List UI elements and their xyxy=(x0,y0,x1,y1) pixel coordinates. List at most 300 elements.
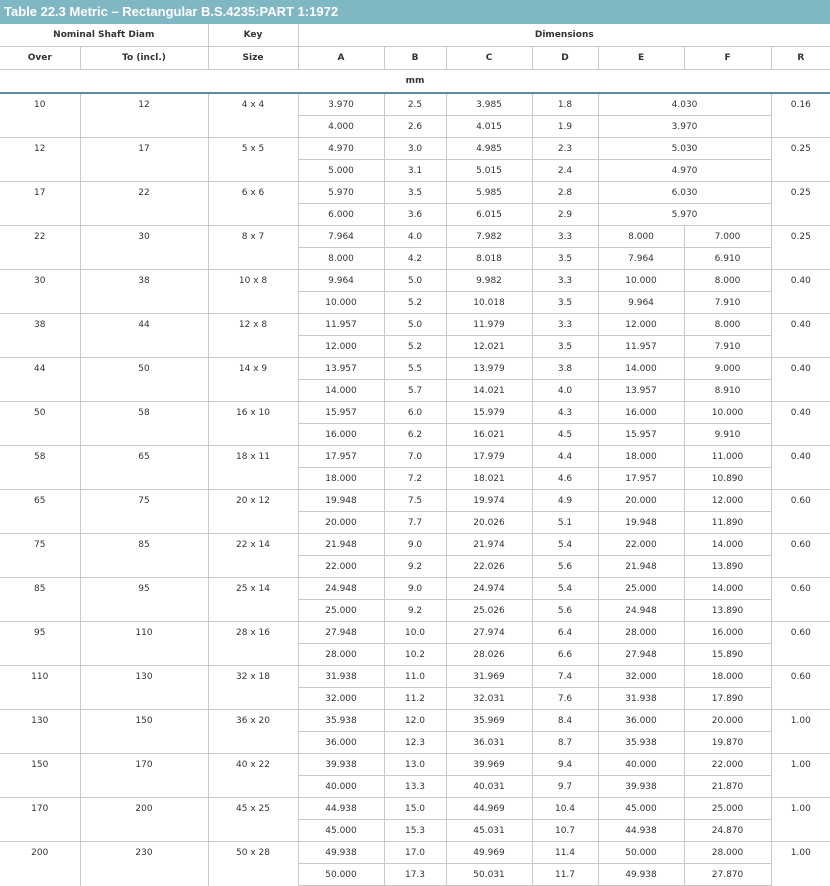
dim-d-cell: 3.5 xyxy=(532,248,598,270)
dim-a-cell: 9.964 xyxy=(298,270,384,292)
over-cell: 12 xyxy=(0,138,80,182)
dim-e-cell: 24.948 xyxy=(598,600,684,622)
dim-b-cell: 5.7 xyxy=(384,380,446,402)
dim-c-cell: 4.985 xyxy=(446,138,532,160)
dim-d-cell: 2.3 xyxy=(532,138,598,160)
dim-f-cell: 7.910 xyxy=(684,292,771,314)
over-cell: 44 xyxy=(0,358,80,402)
dim-e-cell: 11.957 xyxy=(598,336,684,358)
keyway-dimensions-table xyxy=(0,24,830,886)
dim-c-cell: 22.026 xyxy=(446,556,532,578)
header-r: R xyxy=(771,47,830,70)
dim-c-cell: 24.974 xyxy=(446,578,532,600)
r-cell: 0.60 xyxy=(771,622,830,666)
dim-b-cell: 17.0 xyxy=(384,842,446,864)
over-cell: 22 xyxy=(0,226,80,270)
dim-d-cell: 6.4 xyxy=(532,622,598,644)
dim-b-cell: 4.2 xyxy=(384,248,446,270)
to-incl-cell: 17 xyxy=(80,138,208,182)
dim-a-cell: 39.938 xyxy=(298,754,384,776)
r-cell: 0.60 xyxy=(771,490,830,534)
dim-b-cell: 5.2 xyxy=(384,336,446,358)
dim-e-cell: 31.938 xyxy=(598,688,684,710)
dim-d-cell: 6.6 xyxy=(532,644,598,666)
table-row xyxy=(0,270,830,292)
dim-b-cell: 5.2 xyxy=(384,292,446,314)
dim-c-cell: 3.985 xyxy=(446,93,532,116)
to-incl-cell: 150 xyxy=(80,710,208,754)
dim-d-cell: 8.4 xyxy=(532,710,598,732)
header-dimensions: Dimensions xyxy=(298,24,830,47)
dim-a-cell: 35.938 xyxy=(298,710,384,732)
header-c: C xyxy=(446,47,532,70)
dim-e-cell: 28.000 xyxy=(598,622,684,644)
dim-b-cell: 9.0 xyxy=(384,534,446,556)
dim-b-cell: 7.0 xyxy=(384,446,446,468)
dim-a-cell: 19.948 xyxy=(298,490,384,512)
dim-c-cell: 36.031 xyxy=(446,732,532,754)
dim-c-cell: 20.026 xyxy=(446,512,532,534)
dim-ef-cell: 6.030 xyxy=(598,182,771,204)
to-incl-cell: 110 xyxy=(80,622,208,666)
key-size-cell: 50 x 28 xyxy=(208,842,298,886)
dim-b-cell: 7.7 xyxy=(384,512,446,534)
r-cell: 0.40 xyxy=(771,314,830,358)
dim-f-cell: 14.000 xyxy=(684,578,771,600)
dim-c-cell: 8.018 xyxy=(446,248,532,270)
dim-e-cell: 8.000 xyxy=(598,226,684,248)
dim-e-cell: 49.938 xyxy=(598,864,684,886)
dim-c-cell: 5.015 xyxy=(446,160,532,182)
to-incl-cell: 58 xyxy=(80,402,208,446)
r-cell: 1.00 xyxy=(771,798,830,842)
dim-f-cell: 18.000 xyxy=(684,666,771,688)
dim-a-cell: 6.000 xyxy=(298,204,384,226)
to-incl-cell: 65 xyxy=(80,446,208,490)
dim-d-cell: 10.7 xyxy=(532,820,598,842)
dim-c-cell: 44.969 xyxy=(446,798,532,820)
dim-b-cell: 6.0 xyxy=(384,402,446,424)
key-size-cell: 18 x 11 xyxy=(208,446,298,490)
r-cell: 0.25 xyxy=(771,226,830,270)
dim-d-cell: 3.5 xyxy=(532,336,598,358)
dim-c-cell: 49.969 xyxy=(446,842,532,864)
dim-c-cell: 31.969 xyxy=(446,666,532,688)
dim-e-cell: 39.938 xyxy=(598,776,684,798)
over-cell: 75 xyxy=(0,534,80,578)
dim-c-cell: 12.021 xyxy=(446,336,532,358)
table-row xyxy=(0,622,830,644)
dim-f-cell: 21.870 xyxy=(684,776,771,798)
dim-f-cell: 9.910 xyxy=(684,424,771,446)
dim-a-cell: 16.000 xyxy=(298,424,384,446)
table-row xyxy=(0,534,830,556)
dim-d-cell: 1.9 xyxy=(532,116,598,138)
key-size-cell: 5 x 5 xyxy=(208,138,298,182)
dim-b-cell: 4.0 xyxy=(384,226,446,248)
key-size-cell: 36 x 20 xyxy=(208,710,298,754)
dim-e-cell: 17.957 xyxy=(598,468,684,490)
dim-a-cell: 14.000 xyxy=(298,380,384,402)
header-a: A xyxy=(298,47,384,70)
dim-b-cell: 9.2 xyxy=(384,556,446,578)
to-incl-cell: 12 xyxy=(80,93,208,138)
over-cell: 65 xyxy=(0,490,80,534)
dim-c-cell: 9.982 xyxy=(446,270,532,292)
r-cell: 0.16 xyxy=(771,93,830,138)
key-size-cell: 10 x 8 xyxy=(208,270,298,314)
dim-b-cell: 5.0 xyxy=(384,314,446,336)
table-row xyxy=(0,710,830,732)
over-cell: 110 xyxy=(0,666,80,710)
dim-f-cell: 22.000 xyxy=(684,754,771,776)
dim-c-cell: 19.974 xyxy=(446,490,532,512)
dim-f-cell: 28.000 xyxy=(684,842,771,864)
dim-d-cell: 2.8 xyxy=(532,182,598,204)
table-row xyxy=(0,666,830,688)
dim-b-cell: 5.0 xyxy=(384,270,446,292)
table-row xyxy=(0,138,830,160)
dim-f-cell: 6.910 xyxy=(684,248,771,270)
dim-b-cell: 2.6 xyxy=(384,116,446,138)
dim-f-cell: 10.000 xyxy=(684,402,771,424)
dim-d-cell: 3.3 xyxy=(532,270,598,292)
dim-ef-cell: 4.970 xyxy=(598,160,771,182)
key-size-cell: 4 x 4 xyxy=(208,93,298,138)
dim-ef-cell: 5.970 xyxy=(598,204,771,226)
header-to-incl: To (incl.) xyxy=(80,47,208,70)
to-incl-cell: 30 xyxy=(80,226,208,270)
table-row xyxy=(0,578,830,600)
dim-d-cell: 5.4 xyxy=(532,578,598,600)
to-incl-cell: 130 xyxy=(80,666,208,710)
dim-d-cell: 7.4 xyxy=(532,666,598,688)
dim-d-cell: 5.4 xyxy=(532,534,598,556)
dim-a-cell: 44.938 xyxy=(298,798,384,820)
dim-b-cell: 9.2 xyxy=(384,600,446,622)
dim-a-cell: 25.000 xyxy=(298,600,384,622)
key-size-cell: 6 x 6 xyxy=(208,182,298,226)
dim-c-cell: 32.031 xyxy=(446,688,532,710)
dim-e-cell: 9.964 xyxy=(598,292,684,314)
dim-d-cell: 4.9 xyxy=(532,490,598,512)
dim-c-cell: 39.969 xyxy=(446,754,532,776)
dim-c-cell: 16.021 xyxy=(446,424,532,446)
dim-b-cell: 6.2 xyxy=(384,424,446,446)
dim-a-cell: 4.000 xyxy=(298,116,384,138)
dim-c-cell: 18.021 xyxy=(446,468,532,490)
dim-e-cell: 35.938 xyxy=(598,732,684,754)
r-cell: 0.60 xyxy=(771,534,830,578)
r-cell: 1.00 xyxy=(771,842,830,886)
dim-a-cell: 45.000 xyxy=(298,820,384,842)
dim-e-cell: 7.964 xyxy=(598,248,684,270)
r-cell: 0.60 xyxy=(771,578,830,622)
dim-f-cell: 25.000 xyxy=(684,798,771,820)
dim-b-cell: 3.1 xyxy=(384,160,446,182)
dim-a-cell: 10.000 xyxy=(298,292,384,314)
dim-b-cell: 3.0 xyxy=(384,138,446,160)
dim-f-cell: 17.890 xyxy=(684,688,771,710)
dim-c-cell: 40.031 xyxy=(446,776,532,798)
dim-b-cell: 12.0 xyxy=(384,710,446,732)
table-row xyxy=(0,314,830,336)
to-incl-cell: 85 xyxy=(80,534,208,578)
dim-d-cell: 10.4 xyxy=(532,798,598,820)
dim-c-cell: 25.026 xyxy=(446,600,532,622)
dim-c-cell: 28.026 xyxy=(446,644,532,666)
dim-e-cell: 20.000 xyxy=(598,490,684,512)
key-size-cell: 22 x 14 xyxy=(208,534,298,578)
dim-f-cell: 19.870 xyxy=(684,732,771,754)
over-cell: 38 xyxy=(0,314,80,358)
dim-a-cell: 32.000 xyxy=(298,688,384,710)
table-row xyxy=(0,402,830,424)
dim-f-cell: 7.000 xyxy=(684,226,771,248)
dim-a-cell: 50.000 xyxy=(298,864,384,886)
dim-a-cell: 20.000 xyxy=(298,512,384,534)
table-row xyxy=(0,226,830,248)
dim-e-cell: 45.000 xyxy=(598,798,684,820)
over-cell: 58 xyxy=(0,446,80,490)
dim-d-cell: 5.6 xyxy=(532,600,598,622)
dim-f-cell: 10.890 xyxy=(684,468,771,490)
dim-b-cell: 15.0 xyxy=(384,798,446,820)
over-cell: 30 xyxy=(0,270,80,314)
dim-a-cell: 5.000 xyxy=(298,160,384,182)
dim-c-cell: 6.015 xyxy=(446,204,532,226)
dim-b-cell: 2.5 xyxy=(384,93,446,116)
key-size-cell: 14 x 9 xyxy=(208,358,298,402)
over-cell: 50 xyxy=(0,402,80,446)
dim-f-cell: 24.870 xyxy=(684,820,771,842)
dim-f-cell: 13.890 xyxy=(684,600,771,622)
dim-a-cell: 31.938 xyxy=(298,666,384,688)
dim-a-cell: 5.970 xyxy=(298,182,384,204)
over-cell: 85 xyxy=(0,578,80,622)
header-over: Over xyxy=(0,47,80,70)
header-size: Size xyxy=(208,47,298,70)
dim-d-cell: 4.5 xyxy=(532,424,598,446)
dim-e-cell: 22.000 xyxy=(598,534,684,556)
to-incl-cell: 170 xyxy=(80,754,208,798)
r-cell: 0.25 xyxy=(771,182,830,226)
dim-c-cell: 11.979 xyxy=(446,314,532,336)
dim-c-cell: 17.979 xyxy=(446,446,532,468)
to-incl-cell: 75 xyxy=(80,490,208,534)
dim-a-cell: 36.000 xyxy=(298,732,384,754)
dim-c-cell: 35.969 xyxy=(446,710,532,732)
dim-ef-cell: 3.970 xyxy=(598,116,771,138)
r-cell: 0.40 xyxy=(771,270,830,314)
dim-b-cell: 10.2 xyxy=(384,644,446,666)
key-size-cell: 28 x 16 xyxy=(208,622,298,666)
dim-d-cell: 8.7 xyxy=(532,732,598,754)
dim-b-cell: 17.3 xyxy=(384,864,446,886)
dim-a-cell: 18.000 xyxy=(298,468,384,490)
dim-a-cell: 49.938 xyxy=(298,842,384,864)
dim-f-cell: 9.000 xyxy=(684,358,771,380)
over-cell: 200 xyxy=(0,842,80,886)
dim-c-cell: 4.015 xyxy=(446,116,532,138)
dim-b-cell: 11.0 xyxy=(384,666,446,688)
dim-d-cell: 3.3 xyxy=(532,226,598,248)
r-cell: 0.40 xyxy=(771,446,830,490)
dim-c-cell: 10.018 xyxy=(446,292,532,314)
dim-d-cell: 11.4 xyxy=(532,842,598,864)
key-size-cell: 32 x 18 xyxy=(208,666,298,710)
dim-a-cell: 28.000 xyxy=(298,644,384,666)
dim-f-cell: 20.000 xyxy=(684,710,771,732)
dim-e-cell: 15.957 xyxy=(598,424,684,446)
dim-f-cell: 14.000 xyxy=(684,534,771,556)
dim-d-cell: 4.3 xyxy=(532,402,598,424)
dim-e-cell: 40.000 xyxy=(598,754,684,776)
r-cell: 1.00 xyxy=(771,754,830,798)
table-row xyxy=(0,358,830,380)
dim-b-cell: 10.0 xyxy=(384,622,446,644)
dim-d-cell: 3.8 xyxy=(532,358,598,380)
dim-b-cell: 13.3 xyxy=(384,776,446,798)
dim-f-cell: 8.910 xyxy=(684,380,771,402)
table-row xyxy=(0,754,830,776)
dim-e-cell: 12.000 xyxy=(598,314,684,336)
key-size-cell: 20 x 12 xyxy=(208,490,298,534)
dim-e-cell: 18.000 xyxy=(598,446,684,468)
dim-d-cell: 2.4 xyxy=(532,160,598,182)
dim-d-cell: 2.9 xyxy=(532,204,598,226)
dim-f-cell: 13.890 xyxy=(684,556,771,578)
over-cell: 130 xyxy=(0,710,80,754)
table-row xyxy=(0,93,830,116)
key-size-cell: 16 x 10 xyxy=(208,402,298,446)
table-row xyxy=(0,446,830,468)
to-incl-cell: 50 xyxy=(80,358,208,402)
over-cell: 17 xyxy=(0,182,80,226)
dim-c-cell: 45.031 xyxy=(446,820,532,842)
dim-a-cell: 24.948 xyxy=(298,578,384,600)
dim-f-cell: 12.000 xyxy=(684,490,771,512)
dim-e-cell: 27.948 xyxy=(598,644,684,666)
dim-a-cell: 21.948 xyxy=(298,534,384,556)
dim-f-cell: 15.890 xyxy=(684,644,771,666)
dim-a-cell: 27.948 xyxy=(298,622,384,644)
dim-d-cell: 9.4 xyxy=(532,754,598,776)
r-cell: 0.40 xyxy=(771,402,830,446)
dim-f-cell: 8.000 xyxy=(684,270,771,292)
dim-d-cell: 4.4 xyxy=(532,446,598,468)
dim-a-cell: 11.957 xyxy=(298,314,384,336)
dim-e-cell: 50.000 xyxy=(598,842,684,864)
to-incl-cell: 95 xyxy=(80,578,208,622)
table-row xyxy=(0,842,830,864)
header-unit: mm xyxy=(0,70,830,94)
header-nominal-shaft-diam: Nominal Shaft Diam xyxy=(0,24,208,47)
to-incl-cell: 22 xyxy=(80,182,208,226)
header-d: D xyxy=(532,47,598,70)
key-size-cell: 8 x 7 xyxy=(208,226,298,270)
dim-b-cell: 7.2 xyxy=(384,468,446,490)
dim-e-cell: 25.000 xyxy=(598,578,684,600)
dim-c-cell: 15.979 xyxy=(446,402,532,424)
dim-b-cell: 5.5 xyxy=(384,358,446,380)
dim-e-cell: 14.000 xyxy=(598,358,684,380)
over-cell: 95 xyxy=(0,622,80,666)
dim-d-cell: 4.6 xyxy=(532,468,598,490)
dim-e-cell: 36.000 xyxy=(598,710,684,732)
table-row xyxy=(0,182,830,204)
dim-f-cell: 16.000 xyxy=(684,622,771,644)
dim-a-cell: 8.000 xyxy=(298,248,384,270)
dim-d-cell: 4.0 xyxy=(532,380,598,402)
dim-a-cell: 17.957 xyxy=(298,446,384,468)
dim-d-cell: 5.6 xyxy=(532,556,598,578)
dim-b-cell: 11.2 xyxy=(384,688,446,710)
dim-b-cell: 9.0 xyxy=(384,578,446,600)
dim-a-cell: 15.957 xyxy=(298,402,384,424)
dim-a-cell: 7.964 xyxy=(298,226,384,248)
dim-e-cell: 32.000 xyxy=(598,666,684,688)
over-cell: 150 xyxy=(0,754,80,798)
dim-c-cell: 5.985 xyxy=(446,182,532,204)
dim-d-cell: 1.8 xyxy=(532,93,598,116)
key-size-cell: 25 x 14 xyxy=(208,578,298,622)
dim-d-cell: 5.1 xyxy=(532,512,598,534)
dim-a-cell: 4.970 xyxy=(298,138,384,160)
table-row xyxy=(0,490,830,512)
dim-e-cell: 19.948 xyxy=(598,512,684,534)
dim-d-cell: 9.7 xyxy=(532,776,598,798)
dim-a-cell: 22.000 xyxy=(298,556,384,578)
dim-a-cell: 12.000 xyxy=(298,336,384,358)
dim-d-cell: 7.6 xyxy=(532,688,598,710)
dim-c-cell: 7.982 xyxy=(446,226,532,248)
dim-c-cell: 27.974 xyxy=(446,622,532,644)
dim-f-cell: 11.890 xyxy=(684,512,771,534)
dim-b-cell: 12.3 xyxy=(384,732,446,754)
to-incl-cell: 44 xyxy=(80,314,208,358)
table-body xyxy=(0,93,830,886)
header-key: Key xyxy=(208,24,298,47)
dim-ef-cell: 4.030 xyxy=(598,93,771,116)
table-row xyxy=(0,798,830,820)
dim-c-cell: 21.974 xyxy=(446,534,532,556)
dim-d-cell: 3.5 xyxy=(532,292,598,314)
dim-c-cell: 14.021 xyxy=(446,380,532,402)
dim-e-cell: 10.000 xyxy=(598,270,684,292)
dim-e-cell: 16.000 xyxy=(598,402,684,424)
r-cell: 0.25 xyxy=(771,138,830,182)
over-cell: 170 xyxy=(0,798,80,842)
key-size-cell: 40 x 22 xyxy=(208,754,298,798)
r-cell: 0.60 xyxy=(771,666,830,710)
dim-ef-cell: 5.030 xyxy=(598,138,771,160)
dim-b-cell: 3.5 xyxy=(384,182,446,204)
header-b: B xyxy=(384,47,446,70)
dim-c-cell: 50.031 xyxy=(446,864,532,886)
r-cell: 1.00 xyxy=(771,710,830,754)
dim-e-cell: 13.957 xyxy=(598,380,684,402)
dim-a-cell: 13.957 xyxy=(298,358,384,380)
r-cell: 0.40 xyxy=(771,358,830,402)
table-title: Table 22.3 Metric – Rectangular B.S.4235:PART 1:1972 xyxy=(0,0,830,24)
header-f: F xyxy=(684,47,771,70)
dim-f-cell: 8.000 xyxy=(684,314,771,336)
to-incl-cell: 230 xyxy=(80,842,208,886)
dim-a-cell: 3.970 xyxy=(298,93,384,116)
key-size-cell: 12 x 8 xyxy=(208,314,298,358)
dim-d-cell: 3.3 xyxy=(532,314,598,336)
